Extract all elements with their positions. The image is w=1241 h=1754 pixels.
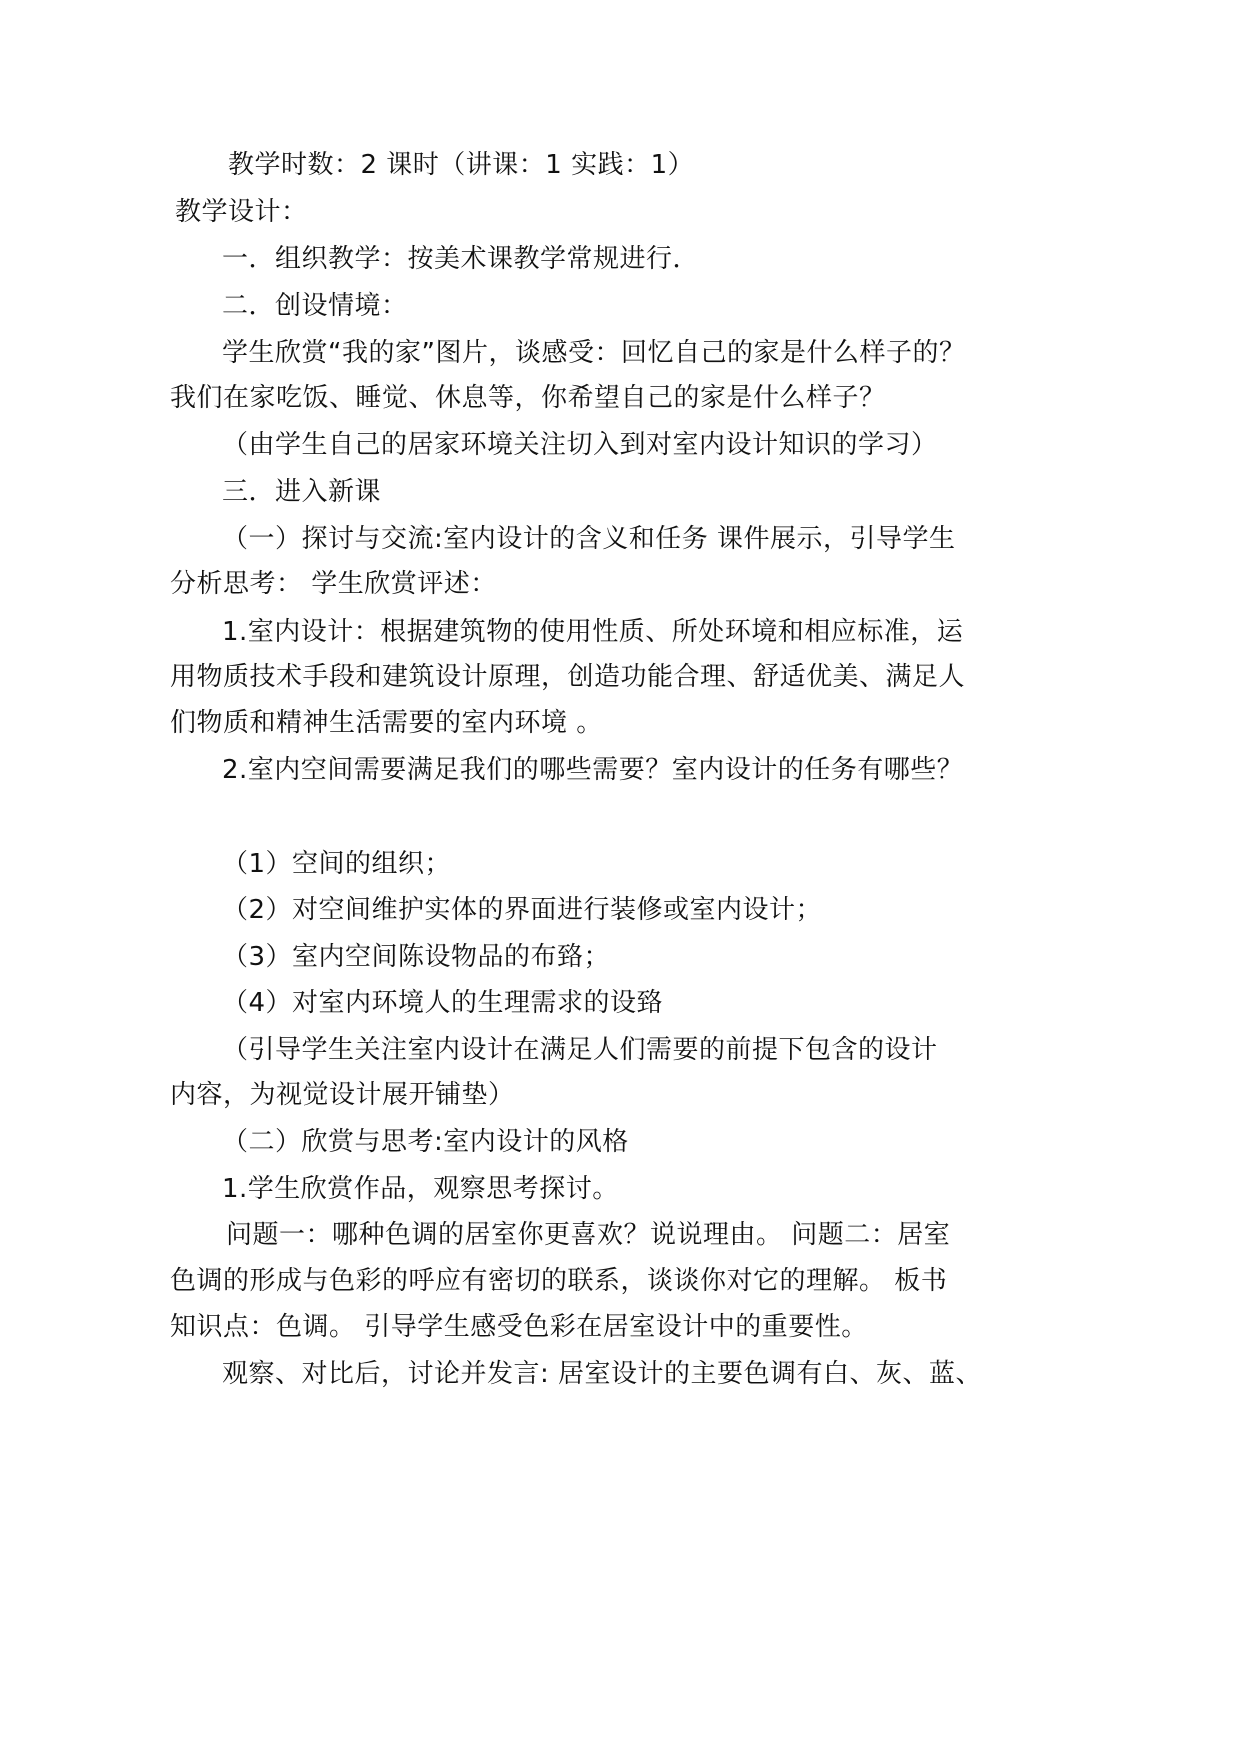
text-line-note-2b: 内容，为视觉设计展开铺垫） (170, 1080, 515, 1110)
text-line-questions-3: 知识点：色调。 引导学生感受色彩在居室设计中的重要性。 (170, 1312, 868, 1342)
text-line-def-2: 用物质技术手段和建筑设计原理，创造功能合理、舒适优美、满足人 (170, 662, 966, 692)
text-line-task-1: （1）空间的组织； (222, 849, 452, 879)
text-line-analysis: 分析思考： 学生欣赏评述： (170, 569, 497, 599)
text-line-questions-1: 问题一：哪种色调的居室你更喜欢？说说理由。 问题二：居室 (226, 1220, 951, 1250)
text-line-scenario: 二．创设情境： (222, 291, 408, 321)
text-line-teaching-design: 教学设计： (175, 197, 308, 227)
text-line-organize: 一．组织教学：按美术课教学常规进行． (222, 244, 700, 274)
text-line-note-1: （由学生自己的居家环境关注切入到对室内设计知识的学习） (222, 430, 938, 460)
text-line-task-4: （4）对室内环境人的生理需求的设臵 (222, 988, 664, 1018)
text-line-def-1: 1.室内设计：根据建筑物的使用性质、所处环境和相应标准，运 (222, 617, 964, 647)
text-line-note-2a: （引导学生关注室内设计在满足人们需要的前提下包含的设计 (222, 1035, 938, 1065)
text-line-discussion: 观察、对比后，讨论并发言: 居室设计的主要色调有白、灰、蓝、 (222, 1359, 983, 1389)
text-line-section-1: （一）探讨与交流:室内设计的含义和任务 课件展示，引导学生 (222, 524, 956, 554)
text-line-questions-2: 色调的形成与色彩的呼应有密切的联系，谈谈你对它的理解。 板书 (170, 1266, 948, 1296)
text-line-space-question: 2.室内空间需要满足我们的哪些需要？室内设计的任务有哪些？ (222, 755, 964, 785)
text-line-task-2: （2）对空间维护实体的界面进行装修或室内设计； (222, 895, 823, 925)
text-line-appreciate-home: 学生欣赏“我的家”图片，谈感受：回忆自己的家是什么样子的？ (222, 338, 966, 368)
text-line-appreciate-works: 1.学生欣赏作品，观察思考探讨。 (222, 1174, 619, 1204)
text-line-home-question: 我们在家吃饭、睡觉、休息等，你希望自己的家是什么样子？ (170, 383, 886, 413)
text-line-task-3: （3）室内空间陈设物品的布臵； (222, 942, 611, 972)
text-line-new-lesson: 三．进入新课 (222, 477, 382, 507)
text-line-def-3: 们物质和精神生活需要的室内环境 。 (170, 708, 603, 738)
text-line-teaching-hours: 教学时数：2 课时（讲课：1 实践：1） (228, 150, 695, 180)
text-line-section-2: （二）欣赏与思考:室内设计的风格 (222, 1127, 629, 1157)
